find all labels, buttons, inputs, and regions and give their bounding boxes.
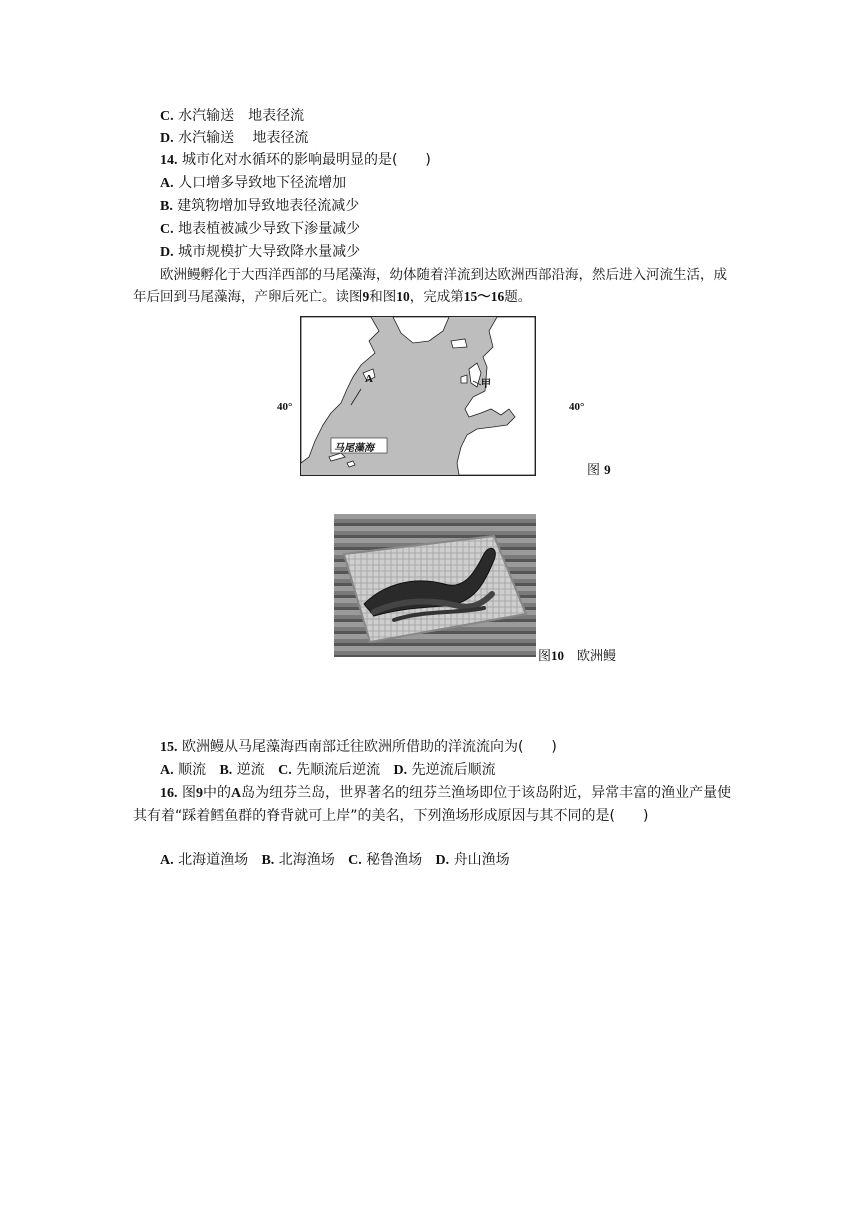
figure9-caption: 图 9 [587, 462, 611, 478]
q16-stem: 16. 图9中的A岛为纽芬兰岛，世界著名的纽芬兰渔场即位于该岛附近，异常丰富的渔业产量使其有着“踩着鳕鱼群的脊背就可上岸”的美名，下列渔场形成原因与其不同的是( ) [133, 785, 732, 824]
figure10-eel-photo [334, 514, 536, 657]
figure9-map [300, 316, 536, 476]
q14-option-c: C. 地表植被减少导致下渗量减少 [160, 221, 361, 237]
reading-passage: 欧洲鳗孵化于大西洋西部的马尾藻海，幼体随着洋流到达欧洲西部沿海，然后进入河流生活，成年后回到马尾藻海，产卵后死亡。读图9和图10，完成第15～16题。 [133, 267, 727, 305]
figure10-caption: 图10 欧洲鳗 [538, 648, 617, 664]
q14-stem: 14. 城市化对水循环的影响最明显的是( ) [160, 152, 431, 168]
location-jia-label: 甲 [481, 379, 491, 390]
sargasso-sea-label: 马尾藻海 [334, 443, 374, 454]
island-a-label: A [365, 373, 373, 385]
q15-stem: 15. 欧洲鳗从马尾藻海西南部迁往欧洲所借助的洋流流向为( ) [160, 739, 557, 755]
latitude-label-left: 40° [277, 401, 293, 413]
eel-photo-svg [334, 514, 536, 657]
q14-option-d: D. 城市规模扩大导致降水量减少 [160, 244, 361, 260]
q14-option-a: A. 人口增多导致地下径流增加 [160, 175, 347, 191]
iceland-island [451, 339, 467, 348]
latitude-label-right: 40° [569, 401, 585, 413]
q15-options: A. 顺流 B. 逆流 C. 先顺流后逆流 D. 先逆流后顺流 [160, 762, 496, 778]
q13-option-c: C. 水汽输送 地表径流 [160, 108, 305, 124]
q13-option-d: D. 水汽输送 地表径流 [160, 130, 309, 146]
q14-option-b: B. 建筑物增加导致地表径流减少 [160, 198, 360, 214]
q16-options: A. 北海道渔场 B. 北海渔场 C. 秘鲁渔场 D. 舟山渔场 [160, 852, 510, 868]
